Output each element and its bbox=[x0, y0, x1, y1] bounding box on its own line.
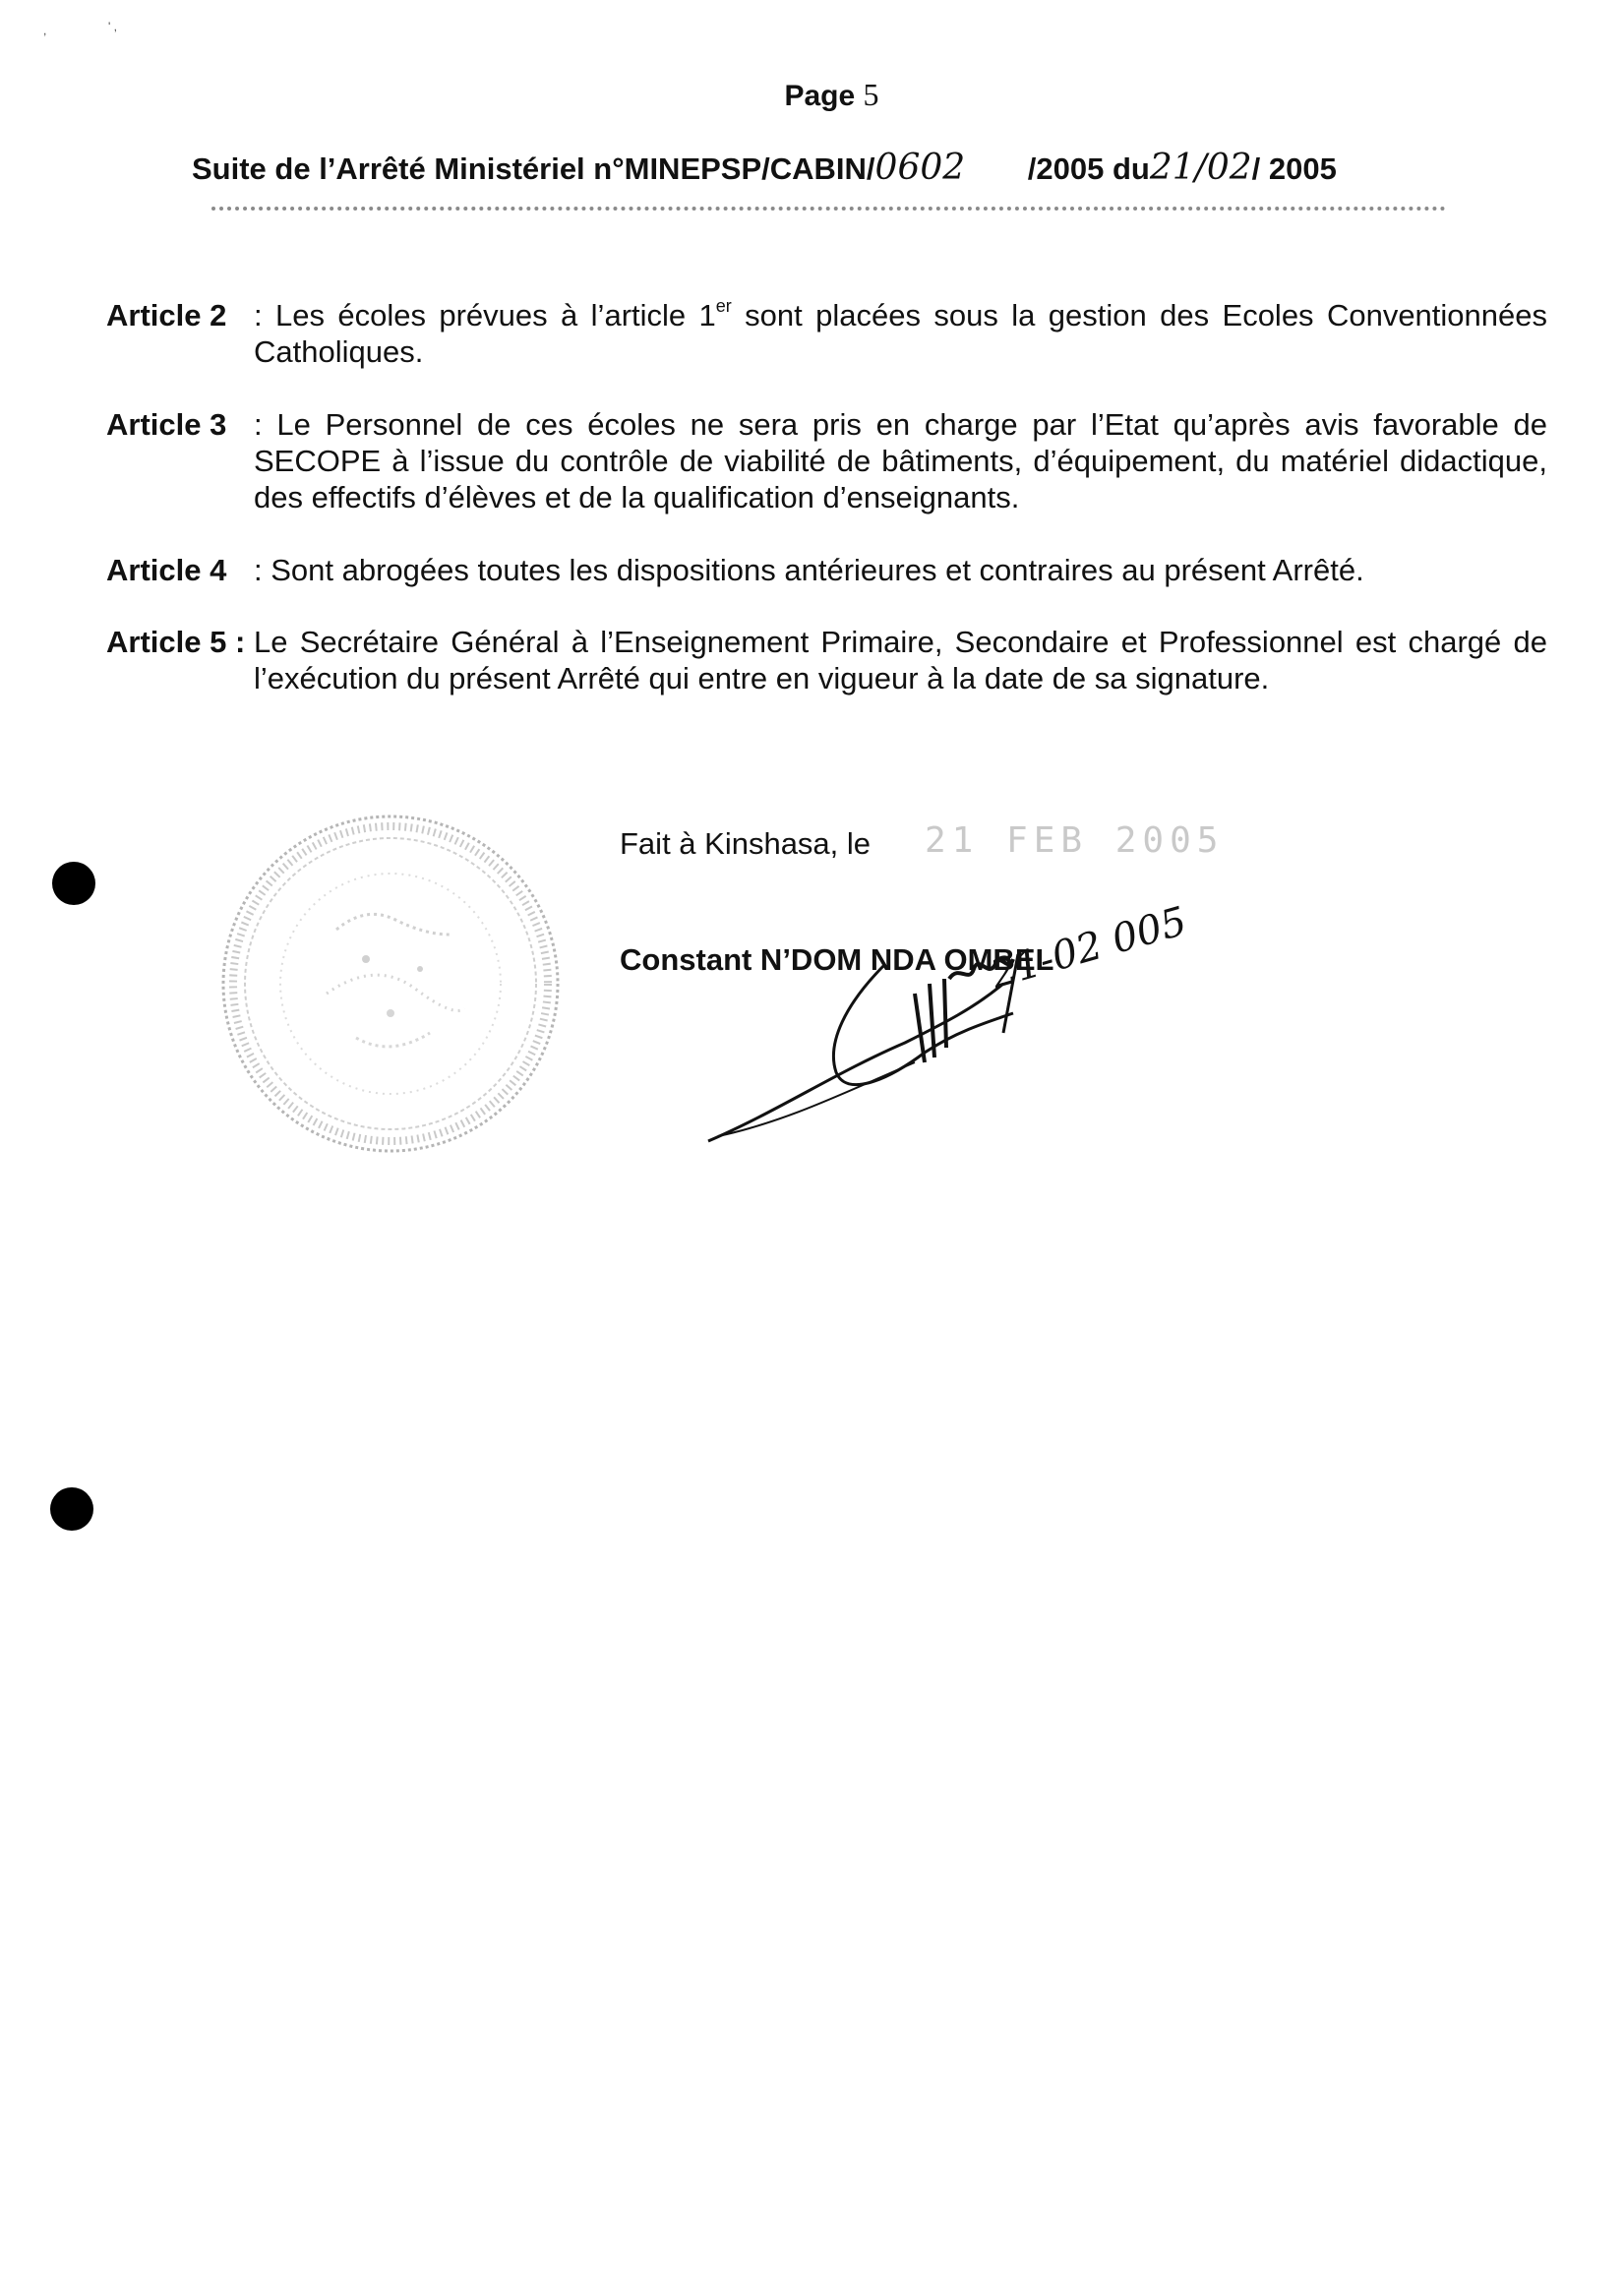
page-number-value: 5 bbox=[863, 77, 879, 112]
official-seal bbox=[218, 812, 563, 1156]
article-2 bbox=[106, 297, 1547, 370]
page-number-label: Page bbox=[784, 80, 856, 112]
handwritten-day: 21 bbox=[1149, 148, 1195, 188]
article-text: : Sont abrogées toutes les dispositions antérieures et contraires au présent Arrêté. bbox=[254, 553, 1364, 587]
article-text-part: : Les écoles prévues à l’article 1 bbox=[254, 298, 716, 332]
article-label: Article 4 bbox=[106, 553, 227, 587]
scan-mark: ' , bbox=[108, 20, 117, 33]
decree-reference-mid: /2005 du bbox=[1027, 151, 1150, 186]
article-label: Article 2 bbox=[106, 298, 227, 332]
article-3 bbox=[106, 406, 1547, 515]
article-4 bbox=[106, 552, 1547, 588]
decree-reference-header bbox=[192, 148, 1337, 188]
punch-hole bbox=[52, 862, 95, 905]
signatory-name: Constant N’DOM NDA OMBEL bbox=[620, 942, 1054, 977]
scan-mark: , bbox=[43, 24, 47, 37]
article-text-part: sont placées sous la gestion des Ecoles Conventionnées Catholiques. bbox=[254, 298, 1548, 369]
decree-reference-suffix: / 2005 bbox=[1251, 151, 1337, 186]
stamped-date: 21 FEB 2005 bbox=[925, 820, 1225, 861]
article-5 bbox=[106, 624, 1547, 696]
article-text bbox=[254, 297, 1547, 370]
signature-date: 21-02 005 bbox=[986, 898, 1192, 997]
place-and-date-label: Fait à Kinshasa, le bbox=[620, 826, 872, 861]
article-label: Article 3 bbox=[106, 407, 227, 442]
article-label: Article 5 : bbox=[106, 625, 246, 659]
handwritten-signature bbox=[689, 925, 1239, 1161]
handwritten-decree-number: 0602 bbox=[874, 148, 966, 188]
header-divider bbox=[211, 207, 1446, 211]
ordinal-superscript: er bbox=[715, 296, 732, 316]
handwritten-separator: / bbox=[1194, 148, 1207, 188]
article-text: : Le Personnel de ces écoles ne sera pris en charge par l’Etat qu’après avis favorable de SECOPE à l’issue du contrôle de viabilité de bâtiments, d’équipement, du matériel didactique, des effectifs d’élèves et de la qualification d’enseignants. bbox=[254, 407, 1547, 514]
page-number bbox=[0, 77, 1624, 113]
punch-hole bbox=[50, 1487, 93, 1531]
decree-reference-prefix: Suite de l’Arrêté Ministériel n°MINEPSP/CABIN/ bbox=[192, 151, 875, 186]
article-text: Le Secrétaire Général à l’Enseignement Primaire, Secondaire et Professionnel est chargé de l’exécution du présent Arrêté qui entre en vigueur à la date de sa signature. bbox=[254, 625, 1547, 695]
handwritten-month: 02 bbox=[1206, 148, 1252, 188]
